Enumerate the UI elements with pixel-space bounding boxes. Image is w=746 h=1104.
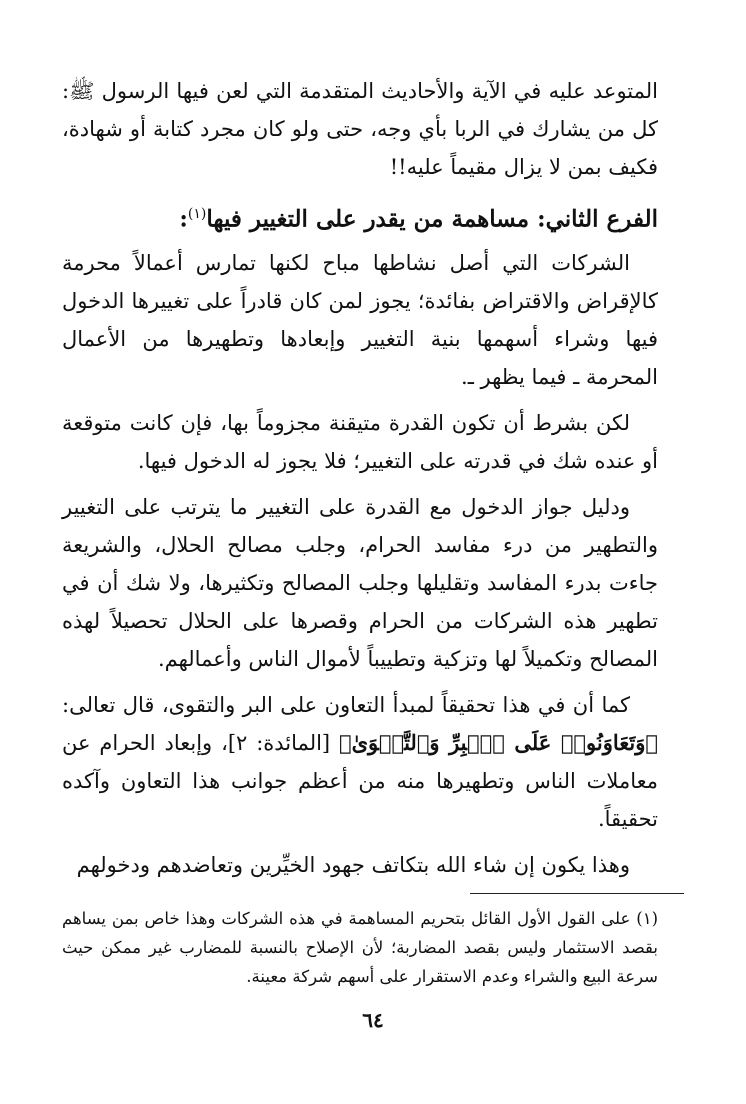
paragraph-6: وهذا يكون إن شاء الله بتكاتف جهود الخيِّرين وتعاضدهم ودخولهم	[76, 852, 630, 877]
paragraph-5-start: كما أن في هذا تحقيقاً لمبدأ التعاون على البر والتقوى، قال تعالى:	[62, 692, 630, 717]
footnote-reference: (١)	[187, 206, 207, 222]
paragraph-4: ودليل جواز الدخول مع القدرة على التغيير ما يترتب على التغيير والتطهير من درء مفاسد الحرام، وجلب مصالح الحلال، والشريعة جاءت بدرء المفاسد وتقليلها وجلب المصالح وتكثيرها، ولا شك أن في تطهير هذه الشركات من الحرام وقصرها على الحلال تحصيلاً لهذه المصالح وتكميلاً لها وتزكية وتطييباً لأموال الناس وأعمالهم.	[62, 494, 658, 671]
section-heading	[62, 194, 658, 240]
section-heading-text: الفرع الثاني: مساهمة من يقدر على التغيير فيها	[206, 205, 658, 233]
paragraph-1: المتوعد عليه في الآية والأحاديث المتقدمة التي لعن فيها الرسول ﷺ: كل من يشارك في الربا بأي وجه، حتى ولو كان مجرد كتابة أو شهادة، فكيف بمن لا يزال مقيماً عليه!!	[62, 79, 658, 179]
footnote-divider	[470, 893, 684, 894]
quran-verse: ﴿وَتَعَاوَنُوا۟ عَلَى ٱلۡبِرِّ وَٱلتَّقۡوَىٰ﴾	[339, 729, 658, 755]
paragraph-3: لكن بشرط أن تكون القدرة متيقنة مجزوماً بها، فإن كانت متوقعة أو عنده شك في قدرته على التغيير؛ فلا يجوز له الدخول فيها.	[62, 410, 658, 473]
paragraph-5-end: [المائدة: ٢]، وإبعاد الحرام عن معاملات الناس وتطهيرها منه من أعظم جوانب هذا التعاون وآكده تحقيقاً.	[62, 730, 658, 831]
section-heading-colon: :	[179, 205, 188, 233]
page-body	[62, 72, 658, 892]
paragraph-5	[62, 686, 658, 838]
footnote: (١) على القول الأول القائل بتحريم المساهمة في هذه الشركات وهذا خاص بمن يساهم بقصد الاستثمار وليس بقصد المضاربة؛ لأن الإصلاح بالنسبة للمضارب غير ممكن حيث سرعة البيع والشراء وعدم الاستقرار على أسهم شركة معينة.	[62, 909, 658, 986]
page-number: ٦٤	[362, 1008, 384, 1032]
paragraph-2: الشركات التي أصل نشاطها مباح لكنها تمارس أعمالاً محرمة كالإقراض والاقتراض بفائدة؛ يجوز لمن كان قادراً على تغييرها الدخول فيها وشراء أسهمها بنية التغيير وإبعادها وتطهيرها من الأعمال المحرمة ـ فيما يظهر ـ.	[62, 250, 658, 389]
